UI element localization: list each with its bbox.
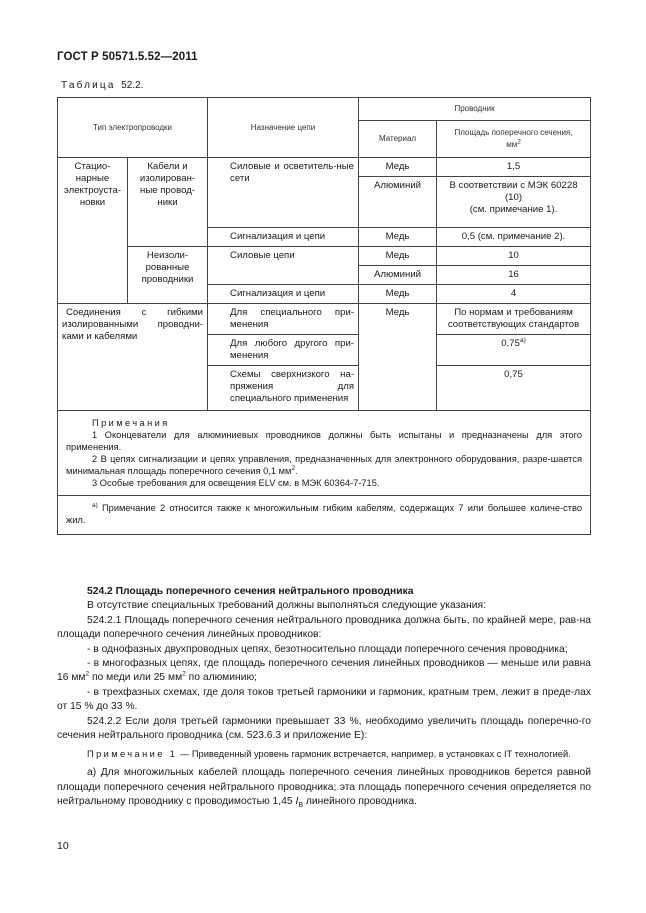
conductor-table: [57, 97, 591, 535]
cell-signal: Сигнализация и цепи: [208, 228, 359, 247]
cell-material: Медь: [359, 285, 437, 304]
cell-value-iec-note: (см. примечание 1).: [469, 204, 558, 215]
table-row: [58, 247, 591, 266]
cell-cables: Кабели и изолирован-ные провод-ники: [128, 158, 208, 247]
cell-value: 10: [437, 247, 591, 266]
p7-sub: B: [298, 802, 304, 810]
cell-material: Медь: [359, 158, 437, 177]
paragraph: [57, 657, 591, 686]
paragraph: 524.2.2 Если доля третьей гармоники превышает 33 %, необходимо увеличить площадь поперечно-го сечения нейтрального проводника (см. 523.6.3 и приложение Е):: [57, 715, 591, 742]
p4-text2: по меди или 25 мм: [89, 672, 183, 684]
header-unit: мм: [506, 140, 518, 149]
body-note-label: Примечание 1: [87, 749, 178, 760]
table-header-row: [58, 98, 591, 121]
note-2: [66, 453, 582, 477]
p7-current: I: [295, 796, 299, 808]
footnote-text: [66, 502, 582, 526]
paragraph: [57, 766, 591, 813]
cell-value: 4: [437, 285, 591, 304]
header-conductor: Проводник: [359, 98, 591, 121]
cell-value: 0,5 (см. примечание 2).: [437, 228, 591, 247]
note-3: 3 Особые требования для освещения ELV см. в МЭК 60364-7-715.: [92, 478, 380, 488]
paragraph: 524.2.1 Площадь поперечного сечения нейтрального проводника должна быть, по крайней мере, рав-на площади поперечного сечения линейных проводников:: [57, 614, 591, 641]
cell-bare: Неизоли-рованные проводники: [128, 247, 208, 304]
p7-text: а) Для многожильных кабелей площадь поперечного сечения линейных проводников берется равной площади поперечного сечения нейтрального проводника; эта площадь поперечного сечения определяется по нейтральному проводнику с проводимостью 1,45: [57, 767, 591, 808]
cell-other: Для любого другого при-менения: [208, 335, 359, 366]
note-2-end: .: [294, 466, 298, 476]
cell-material: Медь: [359, 304, 437, 411]
table-notes-row: [58, 411, 591, 496]
cell-value: [437, 335, 591, 366]
cell-flex: Соединения с гибкими изолированными проводни-ками и кабелями: [58, 304, 208, 411]
table-caption-label: Таблица: [61, 80, 116, 91]
note-1: 1 Оконцеватели для алюминиевых проводников должны быть испытаны и предназначены для этого применения.: [66, 430, 583, 452]
notes-title: Примечания: [92, 418, 170, 428]
paragraph: В отсутствие специальных требований должны выполняться следующие указания:: [87, 600, 486, 612]
cell-value: 1,5: [437, 158, 591, 177]
cell-value-075a: 0,75: [501, 338, 520, 349]
table-footnote-row: [58, 496, 591, 535]
table-row: [58, 158, 591, 177]
cell-signal: Сигнализация и цепи: [208, 285, 359, 304]
cell-elv: Схемы сверхнизкого на-пряжения для специального применения: [208, 366, 359, 411]
table-caption-number: 52.2.: [121, 80, 144, 91]
note-2-sup: 2: [291, 464, 295, 472]
cell-material: Медь: [359, 228, 437, 247]
cell-value: По нормам и требованиям соответствующих стандартов: [437, 304, 591, 335]
cell-special: Для специального при-менения: [208, 304, 359, 335]
header-cross-section: [437, 121, 591, 158]
table-notes: [58, 411, 591, 496]
paragraph: - в однофазных двухпроводных цепях, безотносительно площади поперечного сечения проводника;: [87, 643, 568, 655]
table-caption: [61, 80, 143, 91]
header-cross-section-label: Площадь поперечного сечения,: [454, 128, 573, 137]
body-note: [57, 748, 591, 761]
header-unit-exp: 2: [517, 138, 521, 146]
footnote-marker: а): [92, 501, 98, 509]
table-row: [58, 304, 591, 335]
section-title: 524.2 Площадь поперечного сечения нейтрального проводника: [87, 586, 414, 597]
cell-value-iec: В соответствии с МЭК 60228 (10): [449, 180, 578, 203]
page-number: 10: [57, 840, 69, 852]
cell-material: Алюминий: [359, 177, 437, 228]
body-note-text: — Приведенный уровень гармоник встречается, например, в установках с IT технологией.: [177, 749, 571, 760]
cell-stationary: Стацио-нарные электроуста-новки: [58, 158, 128, 304]
paragraph: - в трехфазных схемах, где доля токов третьей гармоники и гармоник, кратным трем, лежит в преде-лах от 15 % до 33 %.: [57, 686, 591, 713]
cell-power-light: Силовые и осветитель-ные сети: [208, 158, 359, 228]
footnote-body: Примечание 2 относится также к многожильным гибким кабелям, содержащих 7 или большее количе-ство жил.: [66, 503, 583, 525]
cell-material: Медь: [359, 247, 437, 266]
header-type: Тип электропроводки: [58, 98, 208, 158]
body-text: [57, 585, 591, 814]
table-footnote: [58, 496, 591, 535]
p4-text: - в многофазных цепях, где площадь поперечного сечения линейных проводников — меньше или равна 16 мм: [57, 658, 591, 684]
p4-sup2: 2: [182, 671, 186, 679]
p7-text2: линейного проводника.: [303, 796, 417, 808]
cell-value: [437, 177, 591, 228]
cell-material: Алюминий: [359, 266, 437, 285]
cell-value-075a-sup: а): [519, 336, 526, 344]
note-2-text: 2 В цепях сигнализации и цепях управления, предназначенных для электронного оборудования, разре-шается минимальная площадь поперечного сечения 0,1 мм: [66, 454, 583, 476]
document-header: ГОСТ Р 50571.5.52—2011: [57, 51, 198, 63]
cell-value: 16: [437, 266, 591, 285]
p4-text3: по алюминию;: [185, 672, 258, 684]
cell-power: Силовые цепи: [208, 247, 359, 285]
p4-sup1: 2: [85, 671, 90, 679]
header-purpose: Назначение цепи: [208, 98, 359, 158]
cell-value: 0,75: [437, 366, 591, 411]
header-material: Материал: [359, 121, 437, 158]
